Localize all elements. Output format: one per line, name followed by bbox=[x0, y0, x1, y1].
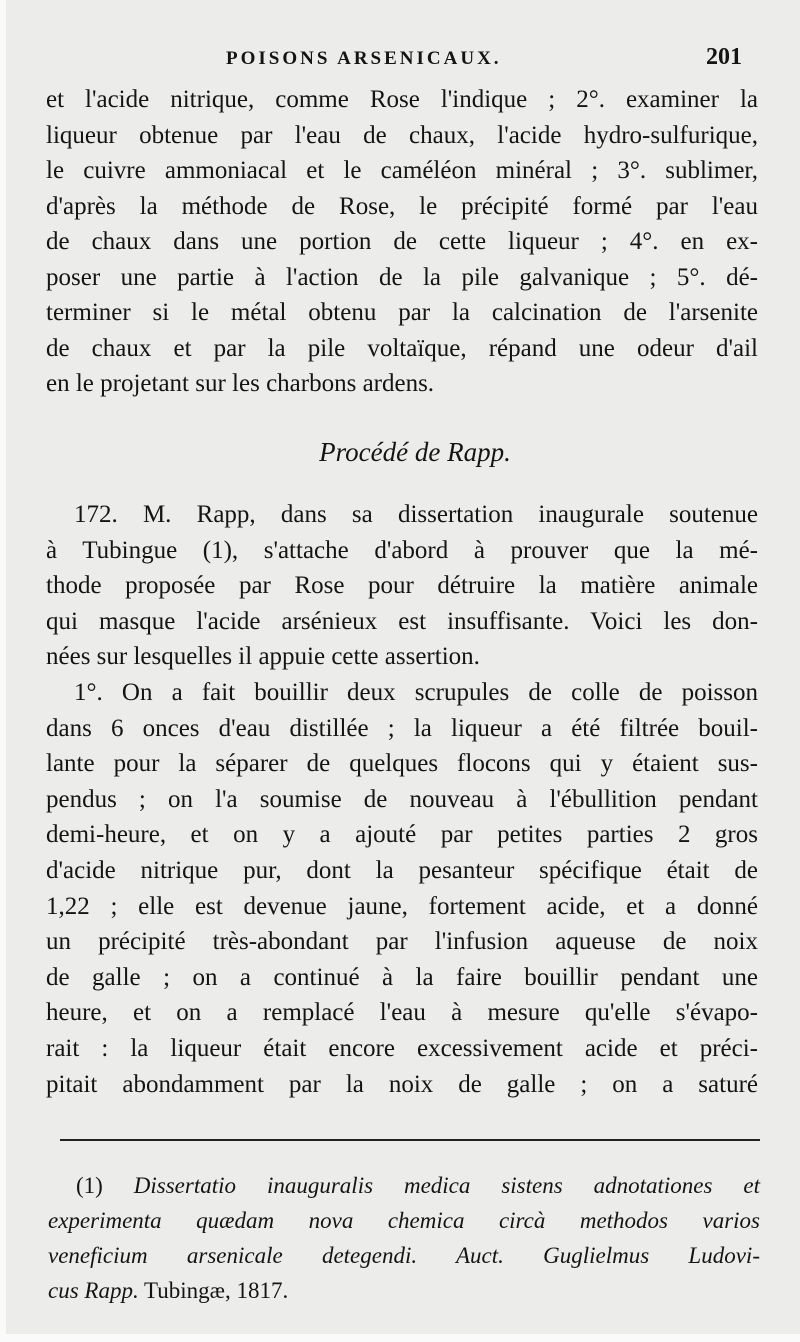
text-line: en le projetant sur les charbons ardens. bbox=[46, 370, 435, 397]
text-line: et l'acide nitrique, comme Rose l'indique ; 2°. examiner la bbox=[46, 86, 758, 113]
footnote-line bbox=[48, 1273, 760, 1308]
text-line: poser une partie à l'action de la pile galvanique ; 5°. dé- bbox=[46, 263, 758, 291]
footnote-divider bbox=[60, 1139, 760, 1141]
text-line: nées sur lesquelles il appuie cette assertion. bbox=[46, 643, 480, 671]
footnote-line bbox=[48, 1168, 760, 1203]
footnote-line: experimenta quædam nova chemica circà methodos varios bbox=[48, 1208, 760, 1233]
running-head bbox=[0, 44, 800, 74]
text-line: heure, et on a remplacé l'eau à mesure qu'elle s'évapo- bbox=[46, 999, 758, 1027]
text-line: de chaux dans une portion de cette liqueur ; 4°. en ex- bbox=[46, 228, 758, 255]
continuation-paragraph bbox=[46, 82, 758, 402]
section-heading: Procédé de Rapp. bbox=[319, 437, 511, 467]
text-line: demi-heure, et on y a ajouté par petites parties 2 gros bbox=[46, 821, 758, 849]
section-172 bbox=[46, 497, 758, 1102]
text-line: de chaux et par la pile voltaïque, répand une odeur d'ail bbox=[46, 334, 758, 362]
text-line: pitait abondamment par la noix de galle ; on a saturé bbox=[46, 1070, 758, 1098]
text-line: 172. M. Rapp, dans sa dissertation inaugurale soutenue bbox=[74, 501, 758, 528]
text-line: 1°. On a fait bouillir deux scrupules de colle de poisson bbox=[74, 678, 758, 706]
text-line: à Tubingue (1), s'attache d'abord à prouver que la mé- bbox=[46, 536, 758, 564]
text-line: qui masque l'acide arsénieux est insuffisante. Voici les don- bbox=[46, 607, 758, 635]
running-title: POISONS ARSENICAUX. bbox=[226, 48, 502, 69]
footnote-text: Dissertatio inauguralis medica sistens adnotationes et bbox=[133, 1173, 760, 1198]
text-line: terminer si le métal obtenu par la calcination de l'arsenite bbox=[46, 299, 758, 326]
text-line: pendus ; on l'a soumise de nouveau à l'ébullition pendant bbox=[46, 785, 758, 813]
text-line: le cuivre ammoniacal et le caméléon minéral ; 3°. sublimer, bbox=[46, 157, 758, 184]
text-line: lante pour la séparer de quelques flocons qui y étaient sus- bbox=[46, 750, 758, 778]
footnote-line: veneficium arsenicale detegendi. Auct. Guglielmus Ludovi- bbox=[48, 1243, 760, 1268]
footnote-imprint: Tubingæ, 1817. bbox=[138, 1278, 289, 1303]
text-line: d'acide nitrique pur, dont la pesanteur spécifique était de bbox=[46, 856, 758, 884]
footnote-author: cus Rapp. bbox=[48, 1278, 139, 1303]
text-line: dans 6 onces d'eau distillée ; la liqueur a été filtrée bouil- bbox=[46, 714, 758, 742]
text-line: d'après la méthode de Rose, le précipité formé par l'eau bbox=[46, 192, 758, 220]
text-line: 1,22 ; elle est devenue jaune, fortement acide, et a donné bbox=[46, 892, 758, 920]
text-line: rait : la liqueur était encore excessivement acide et préci- bbox=[46, 1034, 758, 1062]
footnote-marker: (1) bbox=[76, 1173, 103, 1198]
text-line: liqueur obtenue par l'eau de chaux, l'acide hydro-sulfurique, bbox=[46, 121, 758, 149]
text-line: de galle ; on a continué à la faire bouillir pendant une bbox=[46, 963, 758, 991]
footnote bbox=[48, 1168, 760, 1308]
text-line: thode proposée par Rose pour détruire la matière animale bbox=[46, 572, 758, 600]
text-line: un précipité très-abondant par l'infusion aqueuse de noix bbox=[46, 928, 758, 956]
page-number: 201 bbox=[706, 44, 742, 70]
